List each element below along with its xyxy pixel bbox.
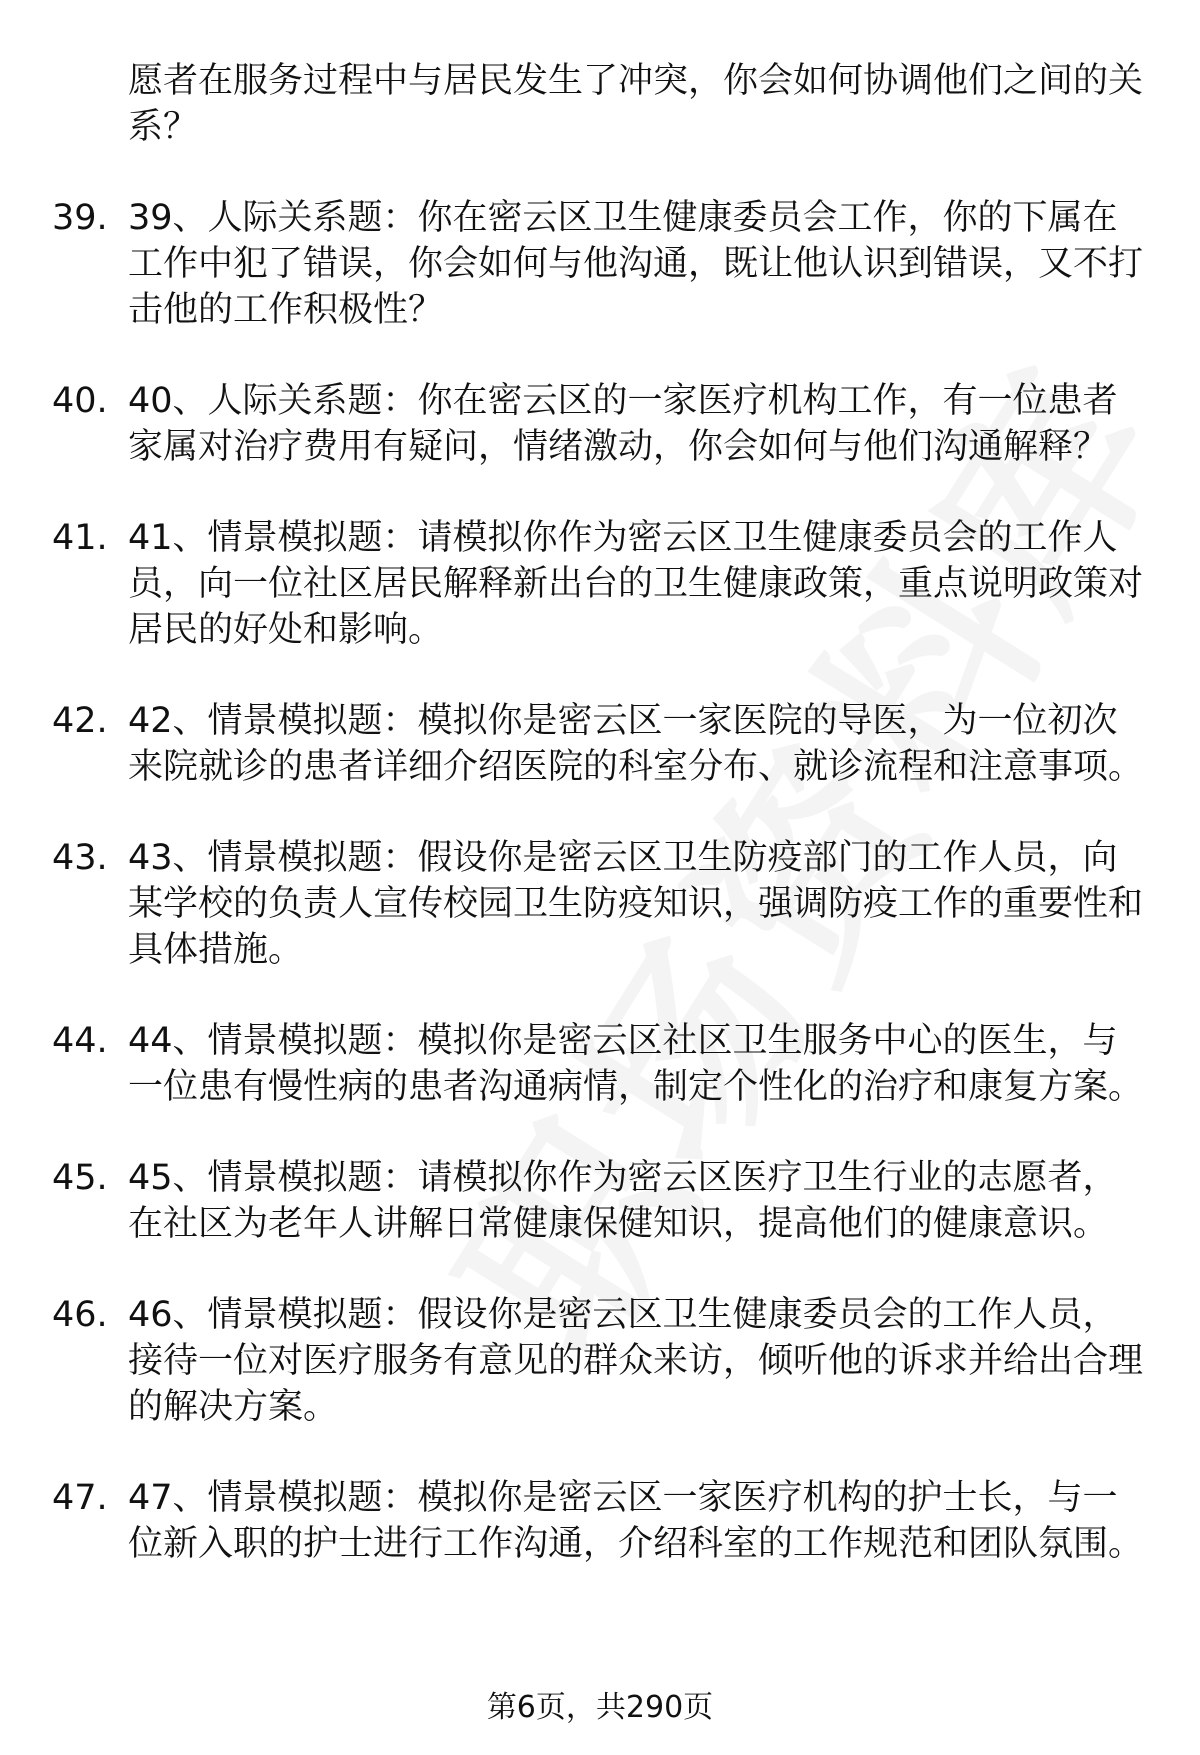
item-number: 45. [52,1158,108,1198]
item-number: 42. [52,701,108,741]
item-text: 41、情景模拟题：请模拟你作为密云区卫生健康委员会的工作人员，向一位社区居民解释新出台的卫生健康政策，重点说明政策对居民的好处和影响。 [128,518,1144,650]
item-number: 46. [52,1295,108,1335]
list-item [0,195,1200,333]
item-text: 39、人际关系题：你在密云区卫生健康委员会工作，你的下属在工作中犯了错误，你会如何与他沟通，既让他认识到错误，又不打击他的工作积极性？ [128,198,1144,330]
item-text: 47、情景模拟题：模拟你是密云区一家医疗机构的护士长，与一位新入职的护士进行工作沟通，介绍科室的工作规范和团队氛围。 [128,1478,1144,1564]
item-text: 42、情景模拟题：模拟你是密云区一家医院的导医，为一位初次来院就诊的患者详细介绍医院的科室分布、就诊流程和注意事项。 [128,701,1144,787]
item-text: 45、情景模拟题：请模拟你作为密云区医疗卫生行业的志愿者，在社区为老年人讲解日常健康保健知识，提高他们的健康意识。 [128,1158,1118,1244]
page-number: 第6页，共290页 [486,1690,714,1725]
list-item [0,515,1200,653]
item-number: 40. [52,381,108,421]
item-text: 44、情景模拟题：模拟你是密云区社区卫生服务中心的医生，与一位患有慢性病的患者沟通病情，制定个性化的治疗和康复方案。 [128,1021,1144,1107]
item-number: 39. [52,198,108,238]
continuation-text: 愿者在服务过程中与居民发生了冲突，你会如何协调他们之间的关系？ [128,61,1144,147]
list-item [0,1018,1200,1110]
list-item [0,835,1200,973]
item-text: 43、情景模拟题：假设你是密云区卫生防疫部门的工作人员，向某学校的负责人宣传校园卫生防疫知识，强调防疫工作的重要性和具体措施。 [128,838,1144,970]
item-number: 44. [52,1021,108,1061]
list-item [0,698,1200,790]
item-number: 47. [52,1478,108,1518]
list-item [0,1155,1200,1247]
item-text: 46、情景模拟题：假设你是密云区卫生健康委员会的工作人员，接待一位对医疗服务有意见的群众来访，倾听他的诉求并给出合理的解决方案。 [128,1295,1144,1427]
list-item [0,1292,1200,1430]
list-item [0,378,1200,470]
item-number: 41. [52,518,108,558]
question-list [0,58,1200,1567]
item-number: 43. [52,838,108,878]
item-text: 40、人际关系题：你在密云区的一家医疗机构工作，有一位患者家属对治疗费用有疑问，情绪激动，你会如何与他们沟通解释？ [128,381,1118,467]
list-item [0,1475,1200,1567]
